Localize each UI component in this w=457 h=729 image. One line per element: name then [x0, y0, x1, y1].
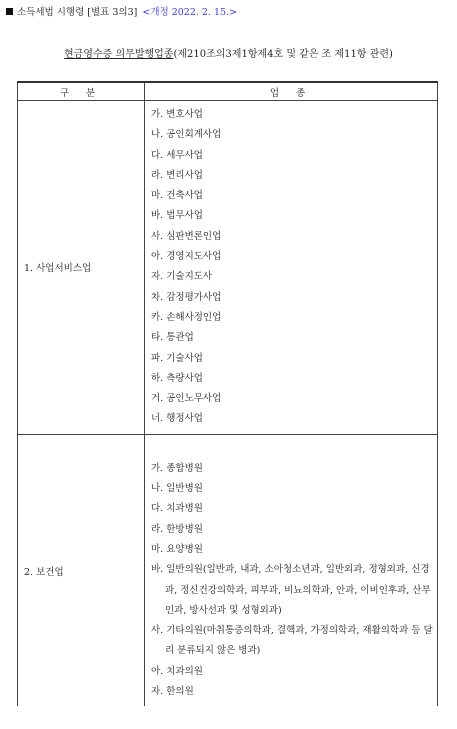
category-cell: 2. 보건업: [18, 434, 145, 706]
list-item: 바. 법무사업: [151, 210, 203, 222]
list-item: 자. 기술지도사: [151, 271, 213, 283]
list-item: 나. 공인회계사업: [151, 129, 222, 141]
list-item: 바. 일반의원(일반과, 내과, 소아청소년과, 일반외과, 정형외과, 신경과, 정신건강의학과, 피부과, 비뇨의학과, 안과, 이비인후과, 산부인과, 방사선과 및 성형외과): [151, 564, 431, 616]
list-item: 거. 공인노무사업: [151, 393, 222, 405]
industry-list-cell: [145, 434, 438, 706]
table-header-row: [18, 82, 438, 101]
list-item: 가. 변호사업: [151, 109, 203, 120]
list-item: 사. 심판변론인업: [151, 230, 222, 242]
list-item: 마. 요양병원: [151, 543, 203, 555]
list-item: 하. 측량사업: [151, 372, 203, 384]
title-reference: (제210조의3제1항제4호 및 같은 조 제11항 관련): [173, 49, 393, 60]
list-item: 너. 행정사업: [151, 413, 203, 425]
square-bullet-icon: [6, 8, 13, 15]
list-item: 라. 변리사업: [151, 169, 203, 181]
list-item: 타. 통관업: [151, 332, 194, 344]
list-item: 자. 한의원: [151, 686, 194, 698]
amendment-date: <개정 2022. 2. 15.>: [142, 7, 238, 18]
law-title: 소득세법 시행령 [별표 3의3]: [17, 7, 138, 18]
list-item: 아. 경영지도사업: [151, 251, 222, 263]
list-item: 카. 손해사정인업: [151, 311, 222, 323]
industry-list-cell: [145, 101, 438, 435]
table-row: [18, 434, 438, 706]
cell-spacer: [151, 439, 437, 459]
list-item: 사. 기타의원(마취통증의학과, 결핵과, 가정의학과, 재활의학과 등 달리 분류되지 않은 병과): [151, 625, 433, 657]
list-item: 아. 치과의원: [151, 665, 203, 677]
document-title: [0, 45, 457, 60]
list-item: 다. 치과병원: [151, 503, 203, 515]
col-header-category: 구 분: [18, 82, 145, 101]
list-item: 마. 건축사업: [151, 190, 203, 202]
list-item: 라. 한방병원: [151, 523, 203, 535]
table-row: [18, 101, 438, 435]
list-item: 가. 종합병원: [151, 462, 203, 474]
list-item: 파. 기술사업: [151, 352, 203, 364]
category-cell: 1. 사업서비스업: [18, 101, 145, 435]
document-header: [6, 4, 237, 18]
industry-table: [17, 81, 438, 706]
list-item: 나. 일반병원: [151, 483, 203, 495]
list-item: 다. 세무사업: [151, 149, 203, 161]
list-item: 차. 감정평가사업: [151, 291, 222, 303]
title-main: 현금영수증 의무발행업종: [64, 49, 174, 60]
col-header-industry: 업 종: [145, 82, 438, 101]
